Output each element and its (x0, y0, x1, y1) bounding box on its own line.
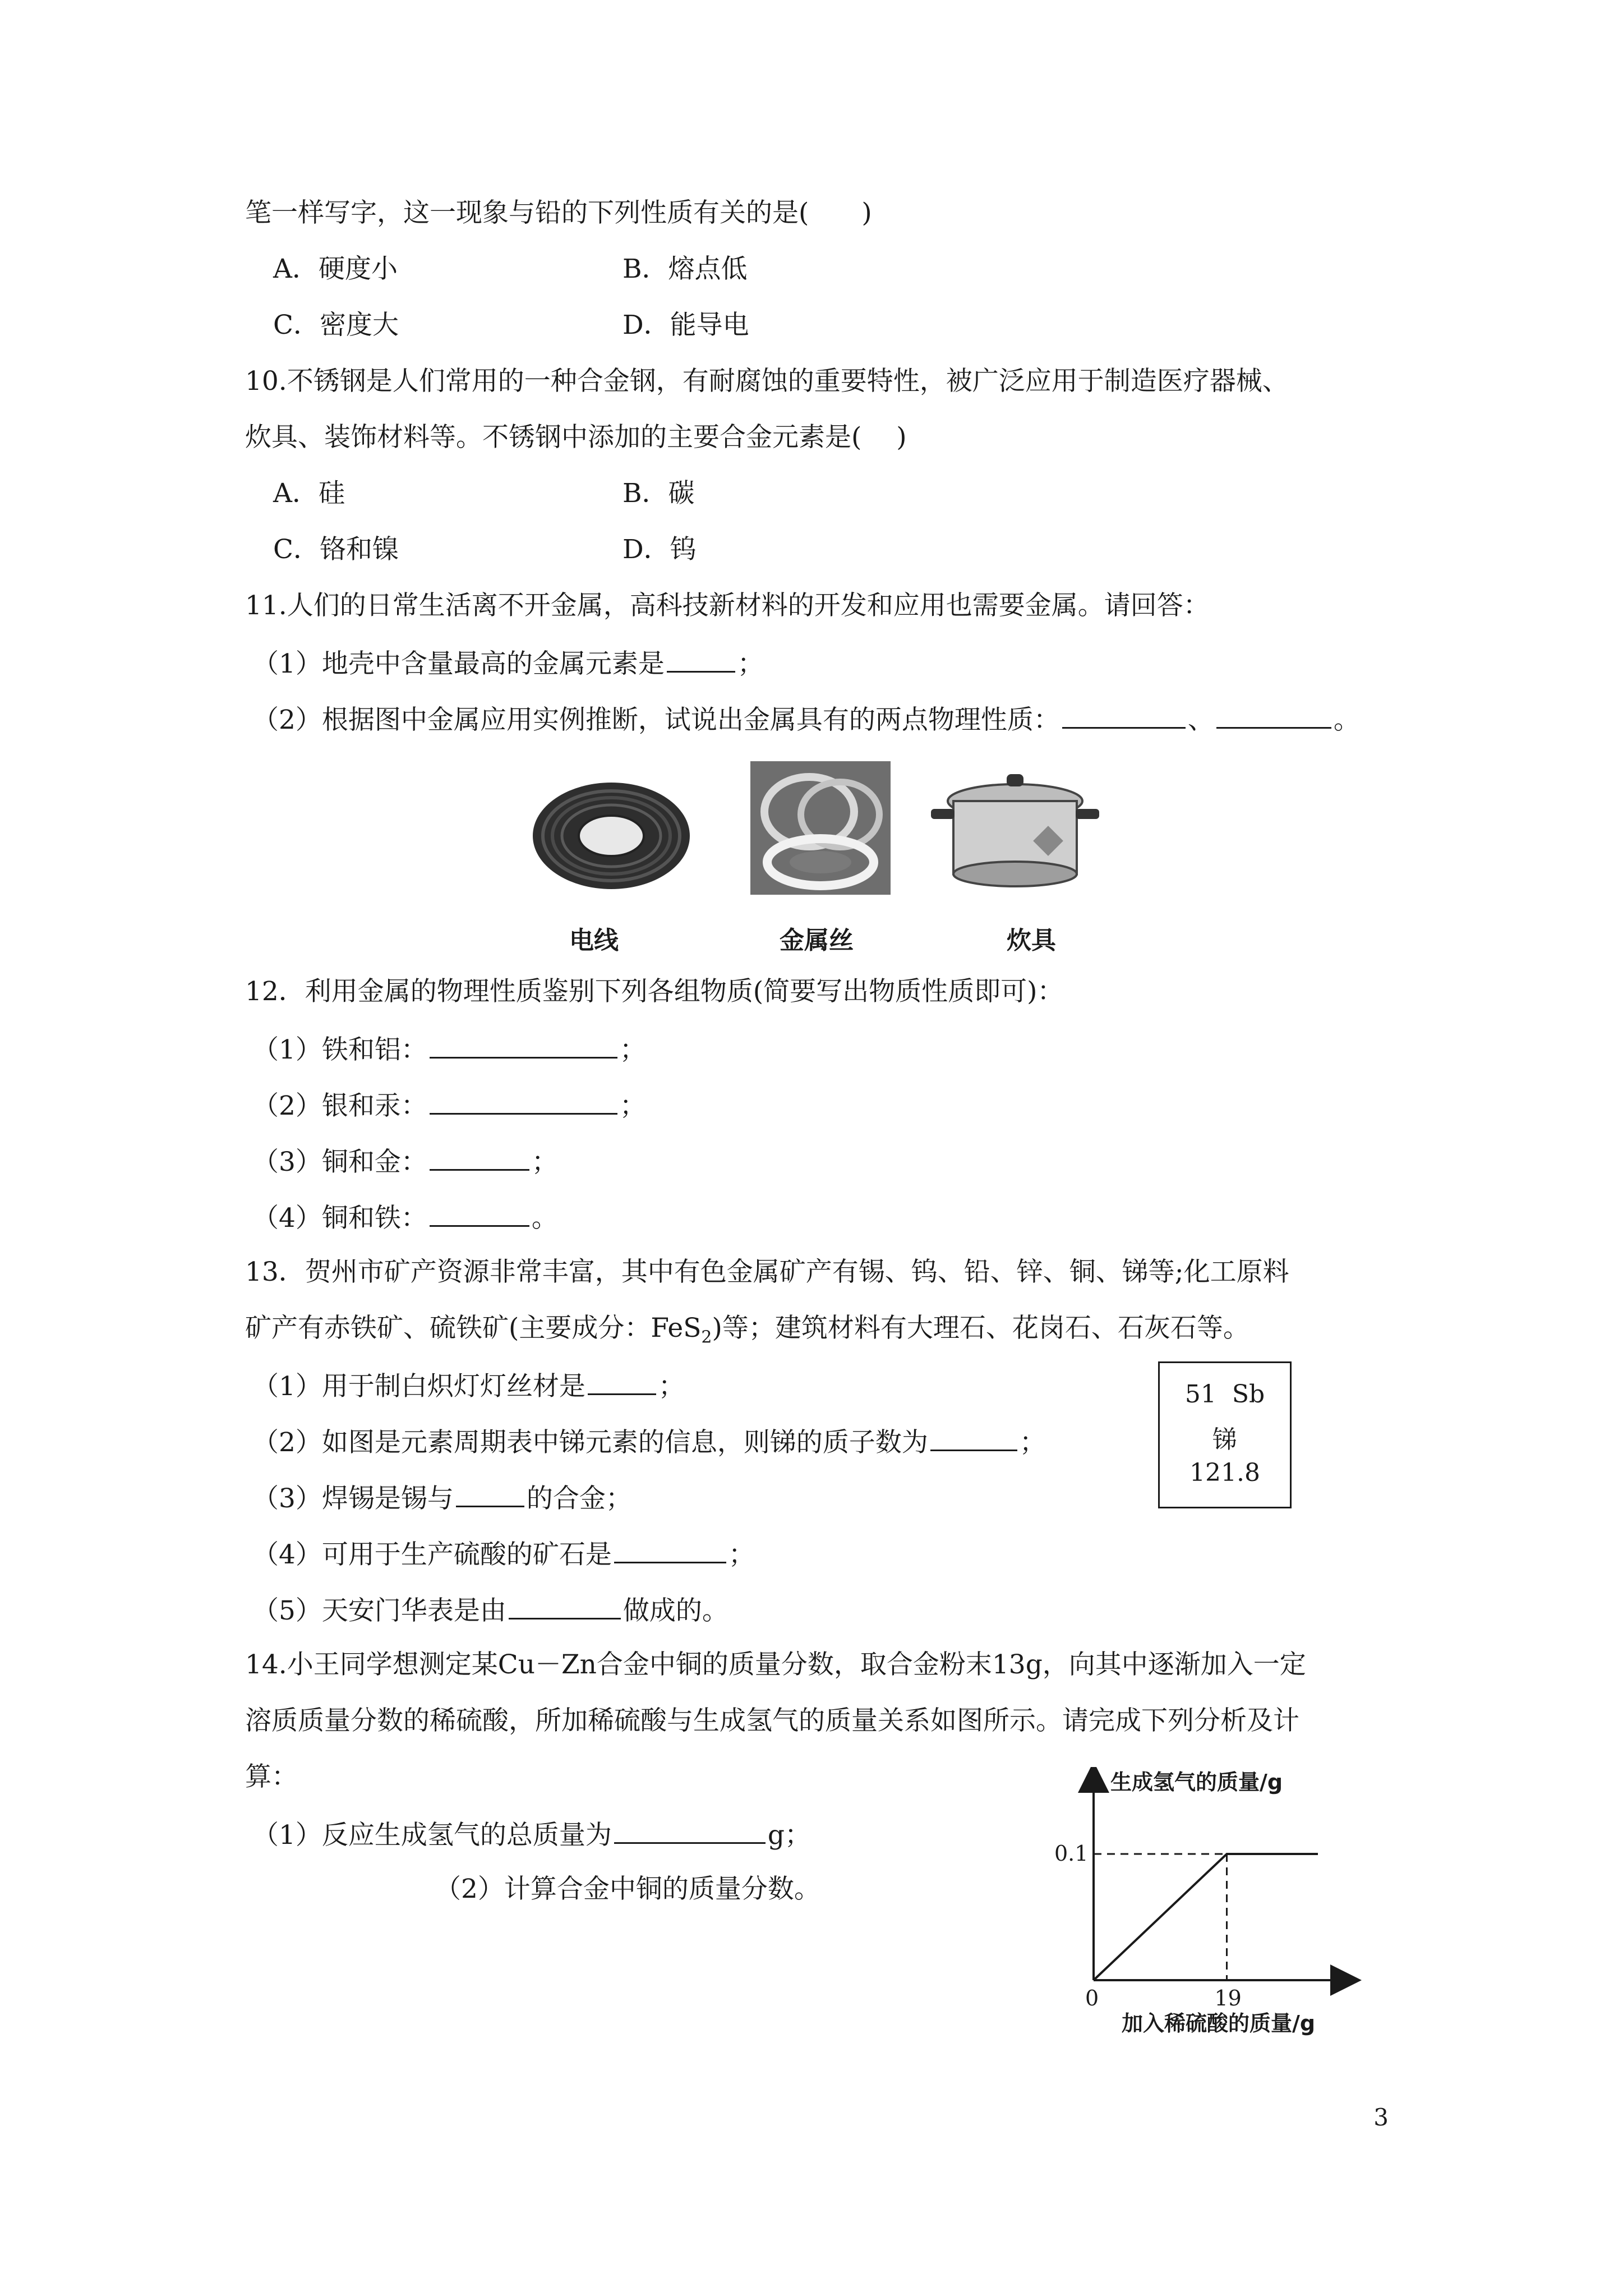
element-info-box (1158, 1361, 1292, 1508)
q13-part4-end: ； (728, 1539, 755, 1570)
q13-part3-text: （3）焊锡是锡与 (252, 1483, 454, 1514)
chart-origin-label: 0 (1085, 1986, 1099, 2010)
q12-part4 (252, 1200, 558, 1234)
q13-part1-blank (588, 1369, 656, 1395)
q11-part2 (252, 702, 1360, 736)
chart-x-tick-label: 19 (1214, 1986, 1242, 2010)
element-number-symbol (1160, 1380, 1290, 1409)
caption-wire: 电线 (569, 926, 619, 955)
q14-part1 (252, 1818, 811, 1851)
chart-series-line (1094, 1854, 1318, 1980)
q13-part5 (252, 1593, 728, 1627)
q13-part5-blank (509, 1593, 621, 1619)
q12-part3-blank (430, 1144, 529, 1171)
element-symbol: Sb (1232, 1380, 1265, 1409)
hydrogen-mass-chart (1032, 1767, 1368, 2042)
q13-part2-blank (930, 1425, 1017, 1451)
q9-option-d: D．能导电 (623, 310, 749, 341)
q14-part2: （2）计算合金中铜的质量分数。 (435, 1874, 820, 1904)
q10-option-b: B．碳 (623, 478, 695, 509)
chart-x-axis-label: 加入稀硫酸的质量/g (1122, 2011, 1316, 2036)
chart-y-tick-label: 0.1 (1054, 1841, 1089, 1866)
q13-stem-line2 (245, 1313, 1249, 1347)
q11-part1-text: （1）地壳中含量最高的金属元素是 (252, 648, 665, 679)
q12-part4-blank (430, 1200, 529, 1227)
q13-part4 (252, 1537, 755, 1571)
q13-part1 (252, 1369, 685, 1402)
q11-part2-blank2 (1216, 702, 1331, 729)
q12-part2-label: （2）银和汞： (252, 1091, 427, 1121)
q11-stem: 11.人们的日常生活离不开金属，高科技新材料的开发和应用也需要金属。请回答： (245, 590, 1210, 621)
metal-wire-image (750, 761, 891, 895)
q9-stem-tail: 笔一样写字，这一现象与铅的下列性质有关的是( ) (245, 197, 872, 228)
q11-part2-text: （2）根据图中金属应用实例推断，试说出金属具有的两点物理性质： (252, 705, 1060, 735)
q13-part1-end: ； (658, 1371, 685, 1402)
q12-part1-label: （1）铁和铝： (252, 1034, 427, 1065)
q11-part1-blank (667, 646, 735, 673)
q14-part1-end: g； (767, 1820, 811, 1851)
q14-stem-line2: 溶质质量分数的稀硫酸，所加稀硫酸与生成氢气的质量关系如图所示。请完成下列分析及计 (245, 1705, 1299, 1736)
caption-cookware: 炊具 (1007, 926, 1056, 955)
q13-part2 (252, 1425, 1046, 1458)
q12-part1-end: ； (619, 1034, 646, 1065)
q14-stem-line1: 14.小王同学想测定某Cu－Zn合金中铜的质量分数，取合金粉末13g，向其中逐渐加入一定 (245, 1649, 1306, 1680)
q13-line2-a: 矿产有赤铁矿、硫铁矿(主要成分：FeS (245, 1313, 702, 1343)
q11-part2-end: 。 (1333, 705, 1360, 735)
q9-option-c: C．密度大 (273, 310, 399, 341)
q12-part1-blank (430, 1032, 617, 1059)
q10-stem-line2: 炊具、装饰材料等。不锈钢中添加的主要合金元素是( ) (245, 422, 907, 453)
q11-part2-sep: 、 (1187, 705, 1214, 735)
q13-part4-blank (614, 1537, 726, 1563)
q11-part2-blank1 (1062, 702, 1186, 729)
q12-part4-end: 。 (531, 1203, 558, 1234)
caption-metal-wire: 金属丝 (780, 926, 854, 955)
element-name: 锑 (1212, 1425, 1237, 1454)
q13-part4-text: （4）可用于生产硫酸的矿石是 (252, 1539, 612, 1570)
chart-y-axis-label: 生成氢气的质量/g (1110, 1770, 1283, 1795)
q13-part2-text: （2）如图是元素周期表中锑元素的信息，则锑的质子数为 (252, 1427, 928, 1458)
q11-part1-end: ； (737, 648, 764, 679)
q14-part1-text: （1）反应生成氢气的总质量为 (252, 1820, 612, 1851)
element-atomic-mass: 121.8 (1189, 1458, 1260, 1487)
q12-part2-end: ； (619, 1091, 646, 1121)
q13-part3-blank (456, 1481, 524, 1507)
wire-coil-image (527, 774, 695, 892)
q12-part4-label: （4）铜和铁： (252, 1203, 427, 1234)
q13-part3 (252, 1481, 632, 1515)
q14-part1-blank (614, 1818, 766, 1844)
q11-part1 (252, 646, 764, 680)
q13-part2-end: ； (1019, 1427, 1046, 1458)
q13-part1-text: （1）用于制白炽灯灯丝材是 (252, 1371, 585, 1402)
q12-part3-label: （3）铜和金： (252, 1147, 427, 1177)
q14-stem-line3: 算： (245, 1761, 298, 1792)
q13-line2-subscript: 2 (701, 1327, 712, 1347)
q10-stem-line1: 10.不锈钢是人们常用的一种合金钢，有耐腐蚀的重要特性，被广泛应用于制造医疗器械、 (245, 366, 1289, 397)
element-atomic-number: 51 (1184, 1380, 1216, 1409)
q13-line2-b: )等；建筑材料有大理石、花岗石、石灰石等。 (712, 1313, 1249, 1343)
q13-stem-line1: 13．贺州市矿产资源非常丰富，其中有色金属矿产有锡、钨、铅、锌、铜、锑等;化工原料 (245, 1257, 1289, 1287)
page-number: 3 (1373, 2104, 1389, 2131)
q10-option-d: D．钨 (623, 534, 697, 565)
q12-part2-blank (430, 1088, 617, 1115)
q9-option-a: A．硬度小 (273, 254, 398, 284)
q13-part3-end: 的合金； (526, 1483, 632, 1514)
q13-part5-text: （5）天安门华表是由 (252, 1595, 506, 1626)
q10-option-a: A．硅 (273, 478, 345, 509)
q12-part3-end: ； (531, 1147, 558, 1177)
q10-option-c: C．铬和镍 (273, 534, 399, 565)
q9-option-b: B．熔点低 (623, 254, 748, 284)
q12-part3 (252, 1144, 558, 1178)
q13-part5-end: 做成的。 (623, 1595, 728, 1626)
q12-part1 (252, 1032, 646, 1066)
cooking-pot-image (928, 769, 1102, 895)
q12-part2 (252, 1088, 646, 1122)
q12-stem: 12．利用金属的物理性质鉴别下列各组物质(简要写出物质性质即可)： (245, 976, 1064, 1007)
